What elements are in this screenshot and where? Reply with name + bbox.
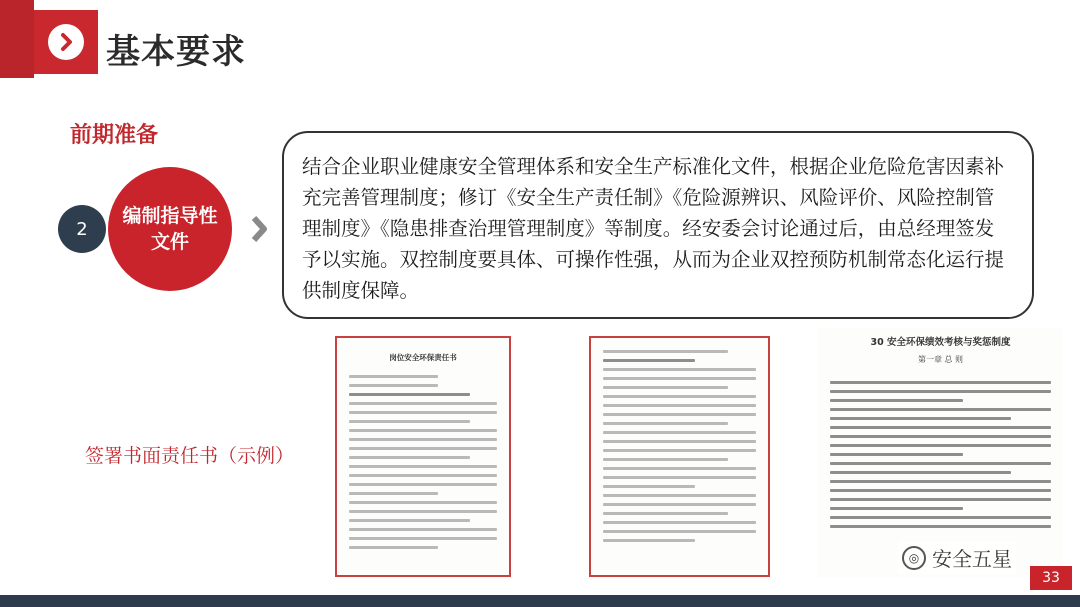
page-number: 33 bbox=[1030, 566, 1072, 590]
document-subtitle: 第一章 总 则 bbox=[917, 355, 964, 364]
document-text-lines bbox=[337, 363, 509, 561]
page-title: 基本要求 bbox=[106, 32, 246, 72]
document-title: 30 安全环保绩效考核与奖惩制度 bbox=[870, 337, 1011, 348]
document-image-1 bbox=[335, 336, 511, 577]
example-caption: 签署书面责任书（示例） bbox=[85, 445, 295, 467]
wechat-icon: ◎ bbox=[902, 546, 926, 570]
step-number-badge: 2 bbox=[58, 205, 106, 253]
footer-bar bbox=[0, 595, 1080, 607]
document-title: 岗位安全环保责任书 bbox=[389, 353, 457, 362]
watermark bbox=[898, 541, 1016, 574]
document-text-lines bbox=[818, 369, 1063, 540]
description-text: 结合企业职业健康安全管理体系和安全生产标准化文件，根据企业危险危害因素补充完善管理制度；修订《安全生产责任制》《危险源辨识、风险评价、风险控制管理制度》《隐患排查治理管理制度》等制度。经安委会讨论通过后，由总经理签发予以实施。双控制度要具体、可操作性强，从而为企业双控预防机制常态化运行提供制度保障。 bbox=[302, 155, 1005, 302]
chevron-right-icon bbox=[48, 24, 84, 60]
document-image-2 bbox=[589, 336, 770, 577]
title-badge bbox=[34, 10, 98, 74]
double-chevron-icon bbox=[250, 214, 270, 248]
document-text-lines bbox=[591, 338, 768, 554]
header-accent-bar bbox=[0, 0, 34, 78]
description-box bbox=[282, 131, 1034, 319]
step-title-circle bbox=[108, 167, 232, 291]
watermark-text: 安全五星 bbox=[932, 547, 1012, 571]
step-title: 编制指导性文件 bbox=[122, 205, 218, 253]
section-label: 前期准备 bbox=[70, 123, 159, 148]
